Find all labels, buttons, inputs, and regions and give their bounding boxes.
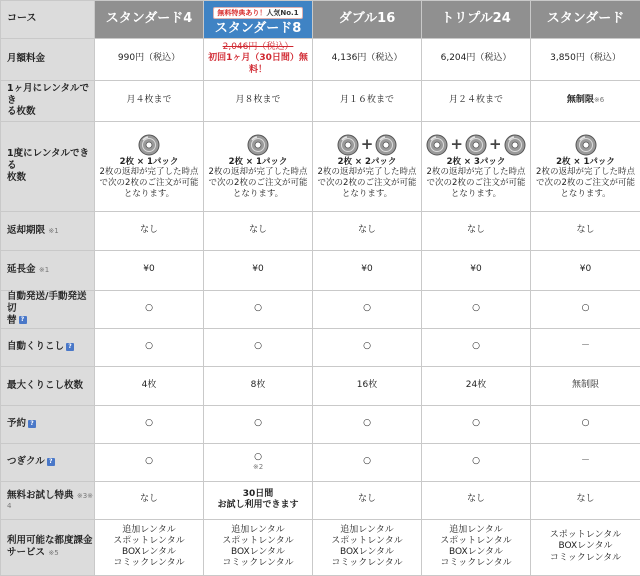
- services-label: 利用可能な都度課金 サービス ※5: [1, 519, 95, 575]
- plan-header-standard4: スタンダード4: [95, 1, 204, 39]
- monthly-cell: 月８枚まで: [204, 80, 313, 121]
- reserve-label: 予約 ?: [1, 405, 95, 443]
- cell: なし: [204, 211, 313, 250]
- cell: 16枚: [313, 366, 422, 405]
- disc-group: [531, 133, 640, 157]
- plan-header-triple24: トリプル24: [422, 1, 531, 39]
- cell: ○: [204, 328, 313, 366]
- plan-name-standard8: スタンダード8: [204, 21, 312, 37]
- price-cell: 4,136円（税込）: [313, 38, 422, 80]
- trial-row: [1, 481, 640, 519]
- help-icon[interactable]: ?: [28, 420, 36, 428]
- tsugikuru-row: [1, 443, 640, 481]
- per-rental-row: [1, 121, 640, 211]
- disc-icon: [504, 134, 526, 156]
- reserve-row: [1, 405, 640, 443]
- per-rental-cell: 2枚 × 1パック 2枚の返却が完了した時点 で次の2枚のご注文が可能 となります。: [531, 121, 640, 211]
- services-cell: 追加レンタル スポットレンタル BOXレンタル コミックレンタル: [422, 519, 531, 575]
- per-rental-cell: 2枚 × 1パック 2枚の返却が完了した時点 で次の2枚のご注文が可能 となります。: [95, 121, 204, 211]
- monthly-cell: 月４枚まで: [95, 80, 204, 121]
- disc-icon: [138, 134, 160, 156]
- cell: ○: [204, 405, 313, 443]
- disc-icon: [375, 134, 397, 156]
- plan-header-standard: スタンダード: [531, 1, 640, 39]
- popular-badge: 無料特典あり！人気No.1: [213, 7, 302, 19]
- auto-carry-label: 自動くりこし ?: [1, 328, 95, 366]
- auto-ship-label: 自動発送/手動発送切 替 ?: [1, 290, 95, 328]
- price-row: [1, 38, 640, 80]
- price-label: 月額料金: [1, 38, 95, 80]
- per-rental-cell: + + 2枚 × 3パック 2枚の返却が完了した時点 で次の2枚のご注文が可能 となります。: [422, 121, 531, 211]
- services-cell: 追加レンタル スポットレンタル BOXレンタル コミックレンタル: [313, 519, 422, 575]
- monthly-cell: 月１６枚まで: [313, 80, 422, 121]
- note-6: ※6: [594, 96, 604, 104]
- cell: なし: [422, 481, 531, 519]
- cell: ○: [95, 443, 204, 481]
- price-cell: 3,850円（税込）: [531, 38, 640, 80]
- cell: 8枚: [204, 366, 313, 405]
- cell: なし: [422, 211, 531, 250]
- disc-group: [313, 133, 421, 157]
- trial-featured-cell: 30日間 お試し利用できます: [204, 481, 313, 519]
- plus-icon: +: [450, 135, 463, 154]
- cell: ○: [531, 405, 640, 443]
- monthly-row: [1, 80, 640, 121]
- promo-text-1: 初回1ヶ月（30日間）無: [204, 53, 312, 64]
- return-deadline-label: 返却期限 ※1: [1, 211, 95, 250]
- cell: －: [531, 443, 640, 481]
- cell-featured: ○ ※2: [204, 443, 313, 481]
- cell: ○: [313, 328, 422, 366]
- services-cell: 追加レンタル スポットレンタル BOXレンタル コミックレンタル: [204, 519, 313, 575]
- disc-icon: [426, 134, 448, 156]
- cell: なし: [95, 481, 204, 519]
- disc-icon: [575, 134, 597, 156]
- help-icon[interactable]: ?: [47, 458, 55, 466]
- cell: ○: [95, 405, 204, 443]
- cell: ○: [313, 290, 422, 328]
- cell: ○: [422, 328, 531, 366]
- promo-text-2: 料！: [204, 65, 312, 76]
- price-cell: 990円（税込）: [95, 38, 204, 80]
- cell: ○: [422, 443, 531, 481]
- services-cell: 追加レンタル スポットレンタル BOXレンタル コミックレンタル: [95, 519, 204, 575]
- auto-carry-row: [1, 328, 640, 366]
- monthly-cell: 月２４枚まで: [422, 80, 531, 121]
- old-price: 2,046円（税込）: [204, 42, 312, 53]
- cell: ○: [531, 290, 640, 328]
- cell: なし: [531, 211, 640, 250]
- disc-icon: [465, 134, 487, 156]
- tsugikuru-label: つぎクル ?: [1, 443, 95, 481]
- cell: 4枚: [95, 366, 204, 405]
- disc-icon: [247, 134, 269, 156]
- cell: なし: [95, 211, 204, 250]
- help-icon[interactable]: ?: [19, 316, 27, 324]
- cell: －: [531, 328, 640, 366]
- header-row: [1, 1, 640, 39]
- help-icon[interactable]: ?: [66, 343, 74, 351]
- return-deadline-row: [1, 211, 640, 250]
- cell: ○: [95, 328, 204, 366]
- services-cell: スポットレンタル BOXレンタル コミックレンタル: [531, 519, 640, 575]
- cell: ○: [422, 405, 531, 443]
- max-carry-label: 最大くりこし枚数: [1, 366, 95, 405]
- cell: ¥0: [204, 250, 313, 290]
- cell: ¥0: [95, 250, 204, 290]
- per-rental-cell: + 2枚 × 2パック 2枚の返却が完了した時点 で次の2枚のご注文が可能 となります。: [313, 121, 422, 211]
- max-carry-row: [1, 366, 640, 405]
- cell: ○: [313, 443, 422, 481]
- cell: ○: [313, 405, 422, 443]
- trial-label: 無料お試し特典 ※3※ 4: [1, 481, 95, 519]
- cell: ○: [95, 290, 204, 328]
- monthly-label: 1ヶ月にレンタルでき る枚数: [1, 80, 95, 121]
- cell: なし: [313, 211, 422, 250]
- late-fee-row: [1, 250, 640, 290]
- services-row: [1, 519, 640, 575]
- per-rental-label: 1度にレンタルできる 枚数: [1, 121, 95, 211]
- course-header: コース: [1, 1, 95, 39]
- plus-icon: +: [361, 135, 374, 154]
- plus-icon: +: [489, 135, 502, 154]
- late-fee-label: 延長金 ※1: [1, 250, 95, 290]
- disc-group: [204, 133, 312, 157]
- auto-ship-row: [1, 290, 640, 328]
- cell: 24枚: [422, 366, 531, 405]
- price-cell: 6,204円（税込）: [422, 38, 531, 80]
- cell: なし: [313, 481, 422, 519]
- plan-header-double16: ダブル16: [313, 1, 422, 39]
- cell: ○: [422, 290, 531, 328]
- cell: ○: [204, 290, 313, 328]
- cell: ¥0: [313, 250, 422, 290]
- disc-group: [422, 133, 530, 157]
- cell: ¥0: [531, 250, 640, 290]
- cell: 無制限: [531, 366, 640, 405]
- plan-header-standard8: [204, 1, 313, 39]
- price-cell-featured: [204, 38, 313, 80]
- per-rental-cell: 2枚 × 1パック 2枚の返却が完了した時点 で次の2枚のご注文が可能 となります。: [204, 121, 313, 211]
- disc-group: [95, 133, 203, 157]
- disc-icon: [337, 134, 359, 156]
- cell: ¥0: [422, 250, 531, 290]
- note-2: ※2: [204, 463, 312, 472]
- monthly-cell-unlimited: 無制限※6: [531, 80, 640, 121]
- cell: なし: [531, 481, 640, 519]
